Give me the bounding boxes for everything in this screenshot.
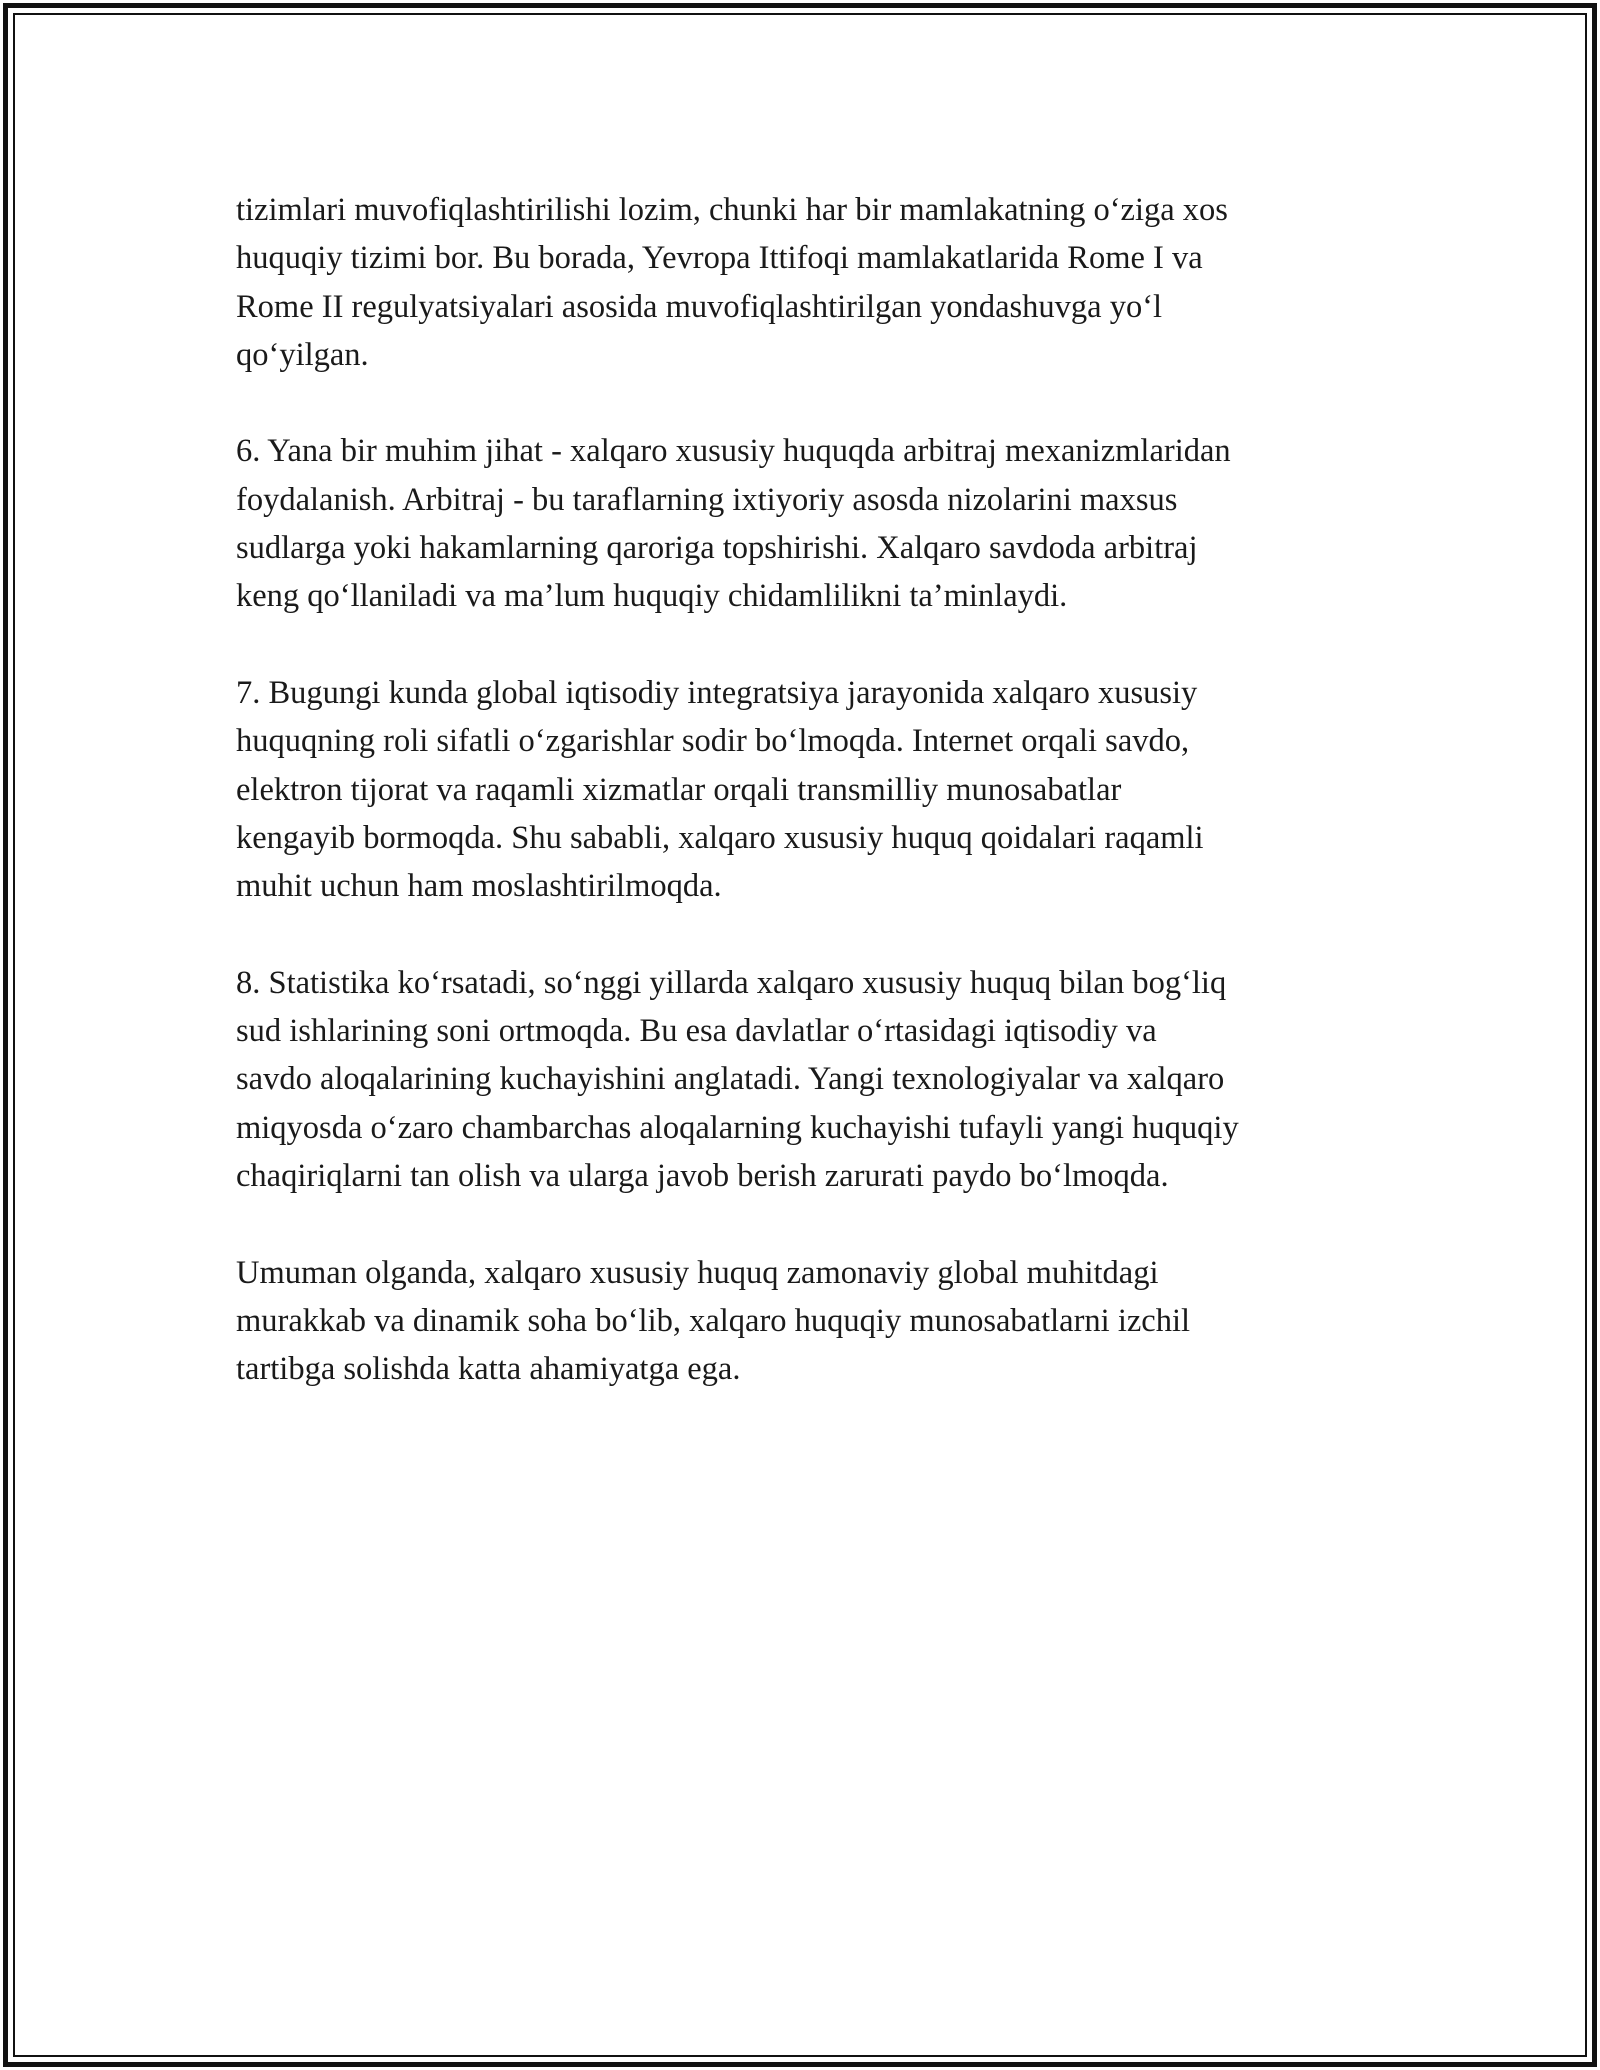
paragraph-item-7: 7. Bugungi kunda global iqtisodiy integratsiya jarayonida xalqaro xususiy huquqning roli sifatli o‘zgarishlar sodir bo‘lmoqda. Internet orqali savdo, elektron tijorat va raqamli xizmatlar orqali transmilliy munosabatlar kengayib bormoqda. Shu sababli, xalqaro xususiy huquq qoidalari raqamli muhit uchun ham moslashtirilmoqda. (236, 674, 1204, 905)
paragraph-conclusion: Umuman olganda, xalqaro xususiy huquq zamonaviy global muhitdagi murakkab va dinamik soha bo‘lib, xalqaro huquqiy munosabatlarni izchil tartibga solishda katta ahamiyatga ega. (236, 1254, 1191, 1388)
paragraph-continuation: tizimlari muvofiqlashtirilishi lozim, chunki har bir mamlakatning o‘ziga xos huquqiy tizimi bor. Bu borada, Yevropa Ittifoqi mamlakatlarida Rome I va Rome II regulyatsiyalari asosida muvofiqlashtirilgan yondashuvga yo‘l qo‘yilgan. (236, 192, 1228, 373)
paragraph-item-8: 8. Statistika ko‘rsatadi, so‘nggi yillarda xalqaro xususiy huquq bilan bog‘liq sud ishlarining soni ortmoqda. Bu esa davlatlar o‘rtasidagi iqtisodiy va savdo aloqalarining kuchayishini anglatadi. Yangi texnologiyalar va xalqaro miqyosda o‘zaro chambarchas aloqalarning kuchayishi tufayli yangi huquqiy chaqiriqlarni tan olish va ularga javob berish zarurati paydo bo‘lmoqda. (236, 964, 1239, 1194)
document-body (236, 186, 1396, 1393)
paragraph-item-6: 6. Yana bir muhim jihat - xalqaro xususiy huquqda arbitraj mexanizmlaridan foydalanish. Arbitraj - bu taraflarning ixtiyoriy asosda nizolarini maxsus sudlarga yoki hakamlarning qaroriga topshirishi. Xalqaro savdoda arbitraj keng qo‘llaniladi va ma’lum huquqiy chidamlilikni ta’minlaydi. (236, 433, 1231, 615)
